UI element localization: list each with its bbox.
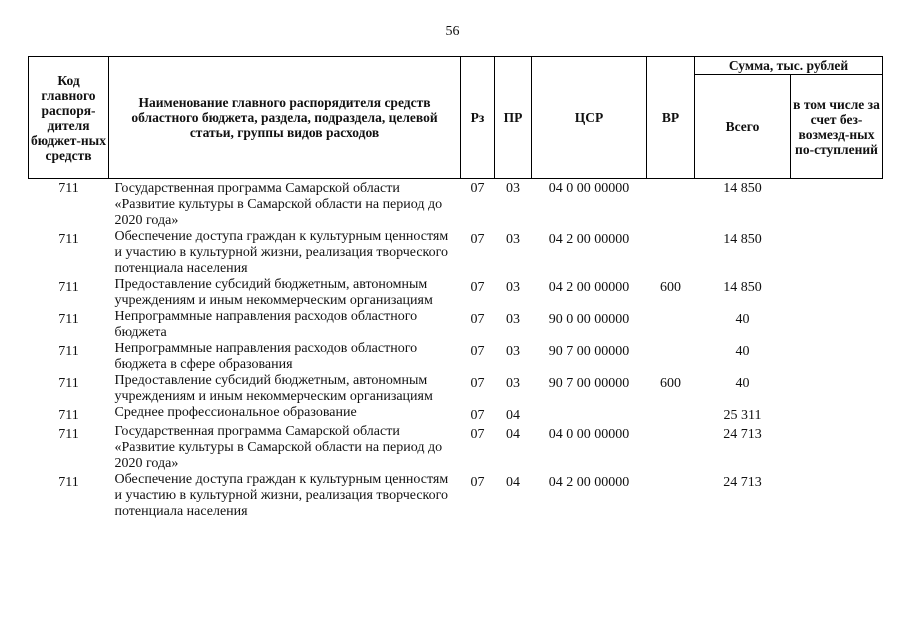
cell-rz: 07 <box>470 376 485 391</box>
cell-code: 711 <box>58 312 79 327</box>
cell-free <box>791 179 883 230</box>
table-row <box>29 309 883 341</box>
table-row <box>29 373 883 405</box>
cell-name: Государственная программа Самарской области «Развитие культуры в Самарской области на период до 2020 года» <box>114 181 443 228</box>
cell-total: 14 850 <box>723 181 762 196</box>
cell-rz: 07 <box>470 181 485 196</box>
cell-free <box>791 424 883 472</box>
cell-name: Предоставление субсидий бюджетным, автономным учреждениям и иным некоммерческим организациям <box>114 277 433 308</box>
cell-name: Обеспечение доступа граждан к культурным ценностям и участию в культурной жизни, реализация творческого потенциала населения <box>114 472 449 519</box>
header-pr: ПР <box>495 57 532 179</box>
cell-pr: 03 <box>506 376 520 391</box>
header-free: в том числе за счет без-возмезд-ных по-ступлений <box>791 75 883 179</box>
cell-vr <box>647 405 695 424</box>
cell-vr: 600 <box>660 376 681 391</box>
table-row <box>29 229 883 277</box>
cell-csr: 90 0 00 00000 <box>548 312 630 327</box>
table-row <box>29 424 883 472</box>
cell-name: Непрограммные направления расходов областного бюджета <box>114 309 418 340</box>
cell-csr: 04 2 00 00000 <box>548 232 630 247</box>
header-vr: ВР <box>647 57 695 179</box>
cell-csr: 04 0 00 00000 <box>548 181 630 196</box>
cell-pr: 04 <box>506 475 520 490</box>
cell-csr: 04 0 00 00000 <box>548 427 630 442</box>
cell-vr <box>647 179 695 230</box>
cell-code: 711 <box>58 475 79 490</box>
cell-free <box>791 309 883 341</box>
cell-name: Государственная программа Самарской области «Развитие культуры в Самарской области на период до 2020 года» <box>114 424 443 471</box>
cell-pr: 03 <box>506 344 520 359</box>
cell-vr <box>647 229 695 277</box>
cell-free <box>791 405 883 424</box>
header-name: Наименование главного распорядителя средств областного бюджета, раздела, подраздела, целевой статьи, группы видов расходов <box>109 57 461 179</box>
cell-rz: 07 <box>470 312 485 327</box>
cell-code: 711 <box>58 427 79 442</box>
cell-pr: 03 <box>506 232 520 247</box>
cell-total: 24 713 <box>723 475 762 490</box>
cell-total: 40 <box>735 312 750 327</box>
cell-pr: 03 <box>506 280 520 295</box>
cell-code: 711 <box>58 376 79 391</box>
cell-total: 40 <box>735 344 750 359</box>
cell-code: 711 <box>58 344 79 359</box>
cell-free <box>791 373 883 405</box>
table-header <box>29 57 883 179</box>
header-total: Всего <box>695 75 791 179</box>
cell-pr: 04 <box>506 427 520 442</box>
cell-free <box>791 472 883 520</box>
cell-csr: 04 2 00 00000 <box>548 475 630 490</box>
cell-pr: 03 <box>506 181 520 196</box>
cell-vr <box>647 472 695 520</box>
cell-vr: 600 <box>660 280 681 295</box>
table-body <box>29 179 883 521</box>
header-csr: ЦСР <box>532 57 647 179</box>
cell-rz: 07 <box>470 408 485 423</box>
cell-free <box>791 277 883 309</box>
table-row <box>29 341 883 373</box>
page-number: 56 <box>445 24 460 39</box>
cell-free <box>791 341 883 373</box>
header-code: Код главного распоря-дителя бюджет-ных средств <box>29 57 109 179</box>
table-row <box>29 472 883 520</box>
cell-csr: 04 2 00 00000 <box>548 280 630 295</box>
cell-code: 711 <box>58 181 79 196</box>
cell-rz: 07 <box>470 344 485 359</box>
cell-pr: 04 <box>506 408 520 423</box>
cell-code: 711 <box>58 232 79 247</box>
cell-vr <box>647 309 695 341</box>
cell-total: 24 713 <box>723 427 762 442</box>
cell-total: 14 850 <box>723 232 762 247</box>
table-row <box>29 277 883 309</box>
cell-name: Предоставление субсидий бюджетным, автономным учреждениям и иным некоммерческим организациям <box>114 373 433 404</box>
cell-name: Обеспечение доступа граждан к культурным ценностям и участию в культурной жизни, реализация творческого потенциала населения <box>114 229 449 276</box>
header-rz: Рз <box>461 57 495 179</box>
cell-rz: 07 <box>470 280 485 295</box>
cell-vr <box>647 424 695 472</box>
cell-csr <box>532 405 647 424</box>
cell-rz: 07 <box>470 232 485 247</box>
cell-rz: 07 <box>470 427 485 442</box>
cell-csr: 90 7 00 00000 <box>548 376 630 391</box>
cell-name: Среднее профессиональное образование <box>114 405 357 420</box>
cell-rz: 07 <box>470 475 485 490</box>
cell-code: 711 <box>58 408 79 423</box>
cell-pr: 03 <box>506 312 520 327</box>
budget-table <box>28 56 883 520</box>
cell-total: 40 <box>735 376 750 391</box>
table-row <box>29 179 883 230</box>
cell-name: Непрограммные направления расходов областного бюджета в сфере образования <box>114 341 418 372</box>
cell-total: 14 850 <box>723 280 762 295</box>
header-sum: Сумма, тыс. рублей <box>695 57 883 75</box>
table-row <box>29 405 883 424</box>
cell-code: 711 <box>58 280 79 295</box>
cell-vr <box>647 341 695 373</box>
cell-csr: 90 7 00 00000 <box>548 344 630 359</box>
cell-free <box>791 229 883 277</box>
cell-total: 25 311 <box>723 408 762 423</box>
